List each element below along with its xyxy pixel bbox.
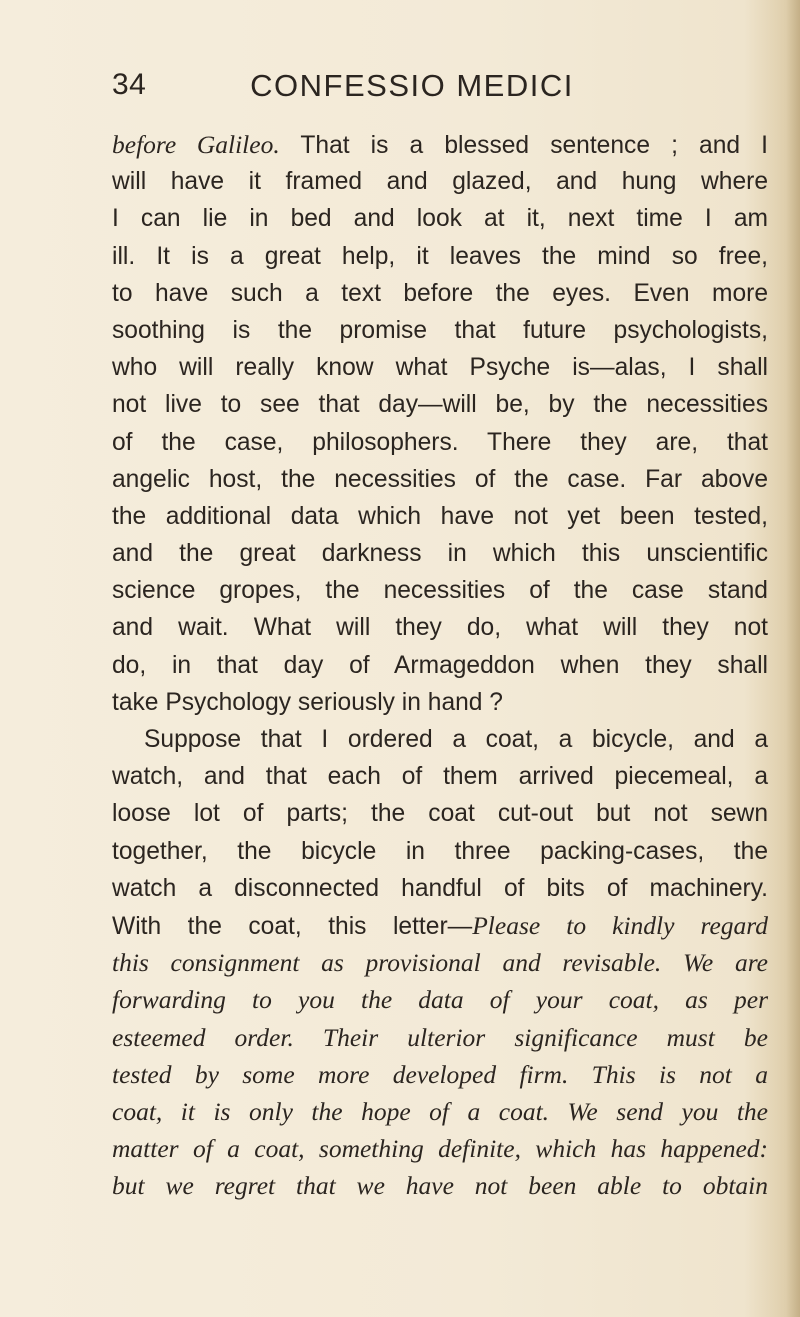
text-line	[112, 498, 768, 535]
text-line	[112, 1093, 768, 1130]
text-line	[112, 758, 768, 795]
italic-text: coat, it is only the hope of a coat. We send you the	[112, 1096, 768, 1126]
text-line	[112, 647, 768, 684]
text-line	[112, 386, 768, 423]
running-head: CONFESSIO MEDICI	[250, 68, 574, 103]
italic-text: forwarding to you the data of your coat, as per	[112, 985, 768, 1015]
text-run: science gropes, the necessities of the case stand	[112, 577, 768, 605]
italic-text: tested by some more developed firm. This is not a	[112, 1059, 768, 1089]
text-line	[112, 163, 768, 200]
page-header	[112, 68, 712, 108]
text-run: of the case, philosophers. There they are, that	[112, 428, 768, 456]
text-run: I can lie in bed and look at it, next time I am	[112, 205, 768, 233]
text-line	[112, 312, 768, 349]
text-line	[112, 1130, 768, 1167]
text-line	[112, 721, 768, 758]
text-run: together, the bicycle in three packing-cases, the	[112, 837, 768, 865]
italic-text: this consignment as provisional and revisable. We are	[112, 948, 768, 978]
text-line	[112, 833, 768, 870]
body-text	[112, 126, 768, 1204]
text-line	[112, 981, 768, 1018]
text-run: not live to see that day—will be, by the necessities	[112, 391, 768, 419]
italic-text: matter of a coat, something definite, which has happened:	[112, 1134, 768, 1164]
text-line	[112, 572, 768, 609]
text-line	[112, 535, 768, 572]
text-line	[112, 238, 768, 275]
text-run: watch a disconnected handful of bits of machinery.	[112, 874, 768, 902]
text-run: loose lot of parts; the coat cut-out but not sewn	[112, 800, 768, 828]
text-line	[112, 275, 768, 312]
text-line	[112, 461, 768, 498]
text-run: soothing is the promise that future psychologists,	[112, 316, 768, 344]
italic-text: esteemed order. Their ulterior significance must be	[112, 1022, 768, 1052]
text-run: will have it framed and glazed, and hung where	[112, 168, 768, 196]
text-line	[112, 609, 768, 646]
text-line	[112, 1167, 768, 1204]
text-line	[112, 684, 768, 721]
text-run: who will really know what Psyche is—alas, I shall	[112, 354, 768, 382]
text-run: take Psychology seriously in hand ?	[112, 688, 503, 716]
text-run: With the coat, this letter—	[112, 912, 473, 940]
text-line	[112, 349, 768, 386]
text-line	[112, 795, 768, 832]
italic-text: but we regret that we have not been able to obtain	[112, 1171, 768, 1201]
text-line	[112, 1019, 768, 1056]
text-run: and wait. What will they do, what will they not	[112, 614, 768, 642]
text-run: the additional data which have not yet been tested,	[112, 502, 768, 530]
text-line	[112, 126, 768, 163]
italic-text: Please to kindly regard	[472, 910, 768, 940]
text-run: angelic host, the necessities of the case. Far above	[112, 465, 768, 493]
text-line	[112, 200, 768, 237]
text-run: and the great darkness in which this unscientific	[112, 540, 768, 568]
text-run: That is a blessed sentence ; and I	[279, 132, 769, 159]
text-run: Suppose that I ordered a coat, a bicycle, and a	[144, 726, 768, 753]
text-line	[112, 424, 768, 461]
text-line	[112, 870, 768, 907]
text-line	[112, 1056, 768, 1093]
page-edge-shadow	[786, 0, 800, 1317]
text-line	[112, 944, 768, 981]
italic-text: before Galileo.	[112, 130, 280, 159]
text-run: watch, and that each of them arrived piecemeal, a	[112, 763, 768, 791]
text-line	[112, 907, 768, 944]
page-number: 34	[112, 68, 147, 101]
text-run: do, in that day of Armageddon when they shall	[112, 651, 768, 679]
text-run: to have such a text before the eyes. Even more	[112, 279, 768, 307]
text-run: ill. It is a great help, it leaves the mind so free,	[112, 242, 768, 270]
